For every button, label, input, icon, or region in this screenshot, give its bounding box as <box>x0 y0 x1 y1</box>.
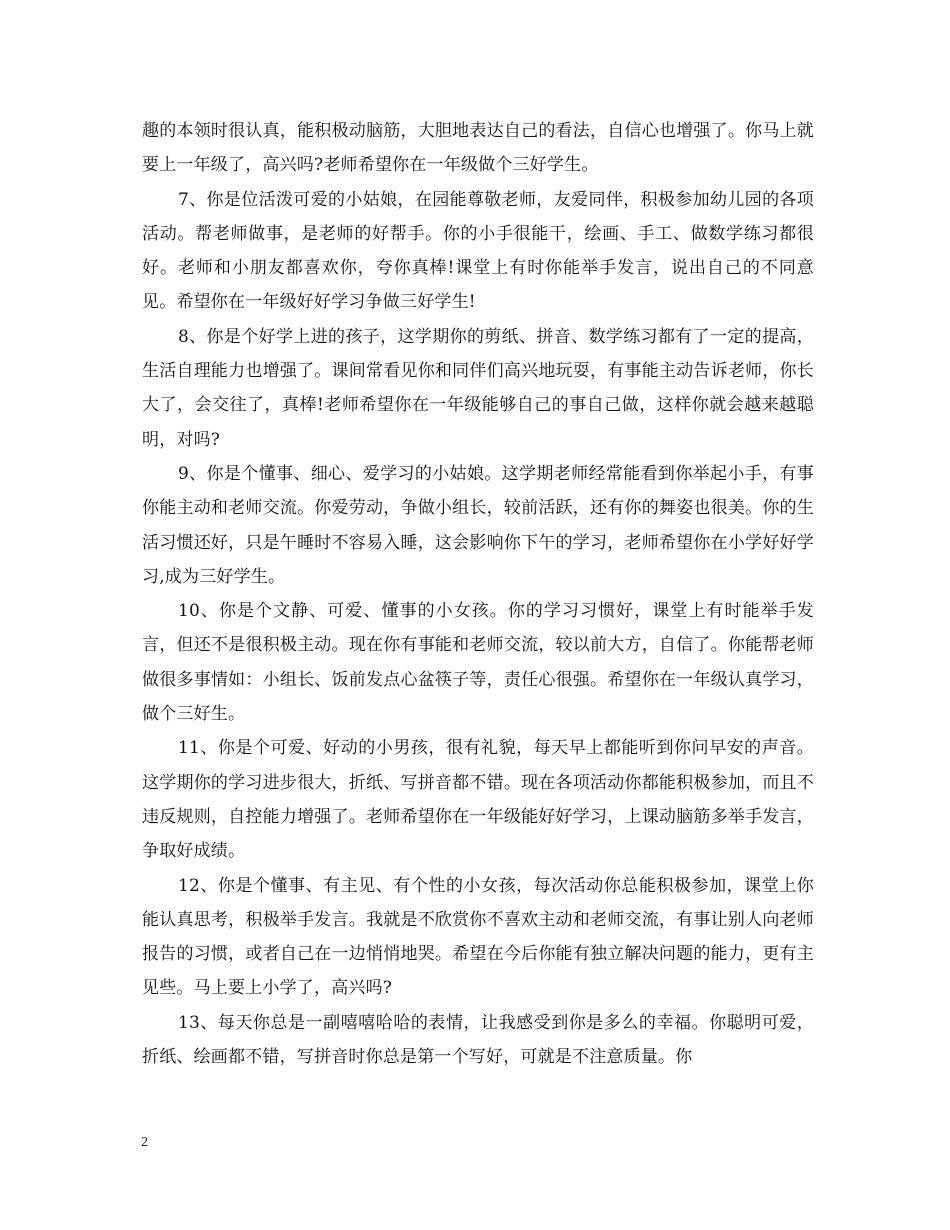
paragraph-comment-13: 13、每天你总是一副嘻嘻哈哈的表情，让我感受到你是多么的幸福。你聪明可爱，折纸、绘画都不错，写拼音时你总是第一个写好，可就是不注意质量。你 <box>142 1012 814 1068</box>
paragraph-comment-11: 11、你是个可爱、好动的小男孩，很有礼貌，每天早上都能听到你问早安的声音。这学期你的学习进步很大，折纸、写拼音都不错。现在各项活动你都能积极参加，而且不违反规则，自控能力增强了。老师希望你在一年级能好好学习，上课动脑筋多举手发言，争取好成绩。 <box>142 738 814 862</box>
paragraph-comment-7: 7、你是位活泼可爱的小姑娘，在园能尊敬老师，友爱同伴，积极参加幼儿园的各项活动。帮老师做事，是老师的好帮手。你的小手很能干，绘画、手工、做数学练习都很好。老师和小朋友都喜欢你，夸你真棒!课堂上有时你能举手发言，说出自己的不同意见。希望你在一年级好好学习争做三好学生! <box>142 189 814 313</box>
document-body <box>142 114 814 1074</box>
paragraph-continuation: 趣的本领时很认真，能积极动脑筋，大胆地表达自己的看法，自信心也增强了。你马上就要上一年级了，高兴吗?老师希望你在一年级做个三好学生。 <box>142 121 814 176</box>
paragraph-comment-10: 10、你是个文静、可爱、懂事的小女孩。你的学习习惯好，课堂上有时能举手发言，但还不是很积极主动。现在你有事能和老师交流，较以前大方，自信了。你能帮老师做很多事情如：小组长、饭前发点心盆筷子等，责任心很强。希望你在一年级认真学习，做个三好生。 <box>142 601 814 725</box>
paragraph-comment-8: 8、你是个好学上进的孩子，这学期你的剪纸、拼音、数学练习都有了一定的提高，生活自理能力也增强了。课间常看见你和同伴们高兴地玩耍，有事能主动告诉老师，你长大了，会交往了，真棒!老师希望你在一年级能够自己的事自己做，这样你就会越来越聪明，对吗? <box>142 326 814 450</box>
paragraph-comment-9: 9、你是个懂事、细心、爱学习的小姑娘。这学期老师经常能看到你举起小手，有事你能主动和老师交流。你爱劳动，争做小组长，较前活跃，还有你的舞姿也很美。你的生活习惯还好，只是午睡时不容易入睡，这会影响你下午的学习，老师希望你在小学好好学习,成为三好学生。 <box>142 463 814 587</box>
page-number: 2 <box>141 1135 148 1150</box>
paragraph-comment-12: 12、你是个懂事、有主见、有个性的小女孩，每次活动你总能积极参加，课堂上你能认真思考，积极举手发言。我就是不欣赏你不喜欢主动和老师交流，有事让别人向老师报告的习惯，或者自己在一边悄悄地哭。希望在今后你能有独立解决问题的能力，更有主见些。马上要上小学了，高兴吗? <box>142 875 814 999</box>
